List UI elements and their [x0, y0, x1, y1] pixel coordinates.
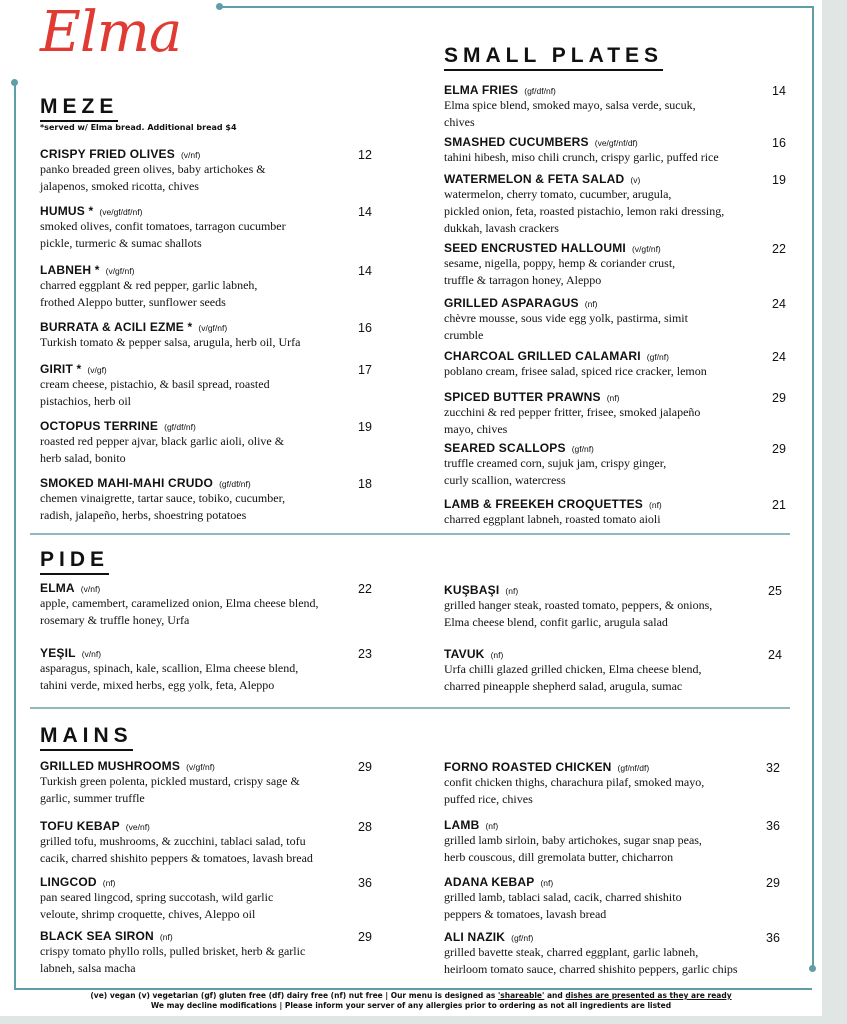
item-dietary-tags: (gf/df/nf) — [524, 86, 556, 96]
item-dietary-tags: (gf/nf) — [511, 933, 534, 943]
item-price: 22 — [772, 242, 786, 256]
menu-item — [40, 819, 313, 867]
item-price: 16 — [772, 136, 786, 150]
frame-right-line — [812, 6, 814, 968]
menu-item — [40, 263, 257, 311]
item-dietary-tags: (nf) — [102, 878, 116, 888]
elma-logo: Elma — [40, 0, 182, 65]
item-description-line: apple, camembert, caramelized onion, Elma cheese blend, — [40, 596, 319, 610]
item-price: 21 — [772, 498, 786, 512]
item-dietary-tags: (v/gf/nf) — [198, 323, 228, 333]
divider-2 — [30, 707, 790, 709]
item-name-row — [444, 583, 712, 597]
item-description — [40, 943, 305, 977]
item-description — [40, 161, 266, 195]
item-name: OCTOPUS TERRINE — [40, 419, 159, 433]
small-plates-title: SMALL PLATES — [444, 44, 663, 71]
item-price: 16 — [358, 321, 372, 335]
item-name: BLACK SEA SIRON — [40, 929, 154, 943]
item-description-line: grilled lamb sirloin, baby artichokes, sugar snap peas, — [444, 833, 702, 847]
meze-note: *served w/ Elma bread. Additional bread $4 — [40, 123, 237, 132]
item-name-row — [444, 930, 738, 944]
item-description-line: dukkah, lavash crackers — [444, 221, 559, 235]
item-description — [40, 376, 270, 410]
item-name-row — [444, 760, 704, 774]
item-description — [444, 511, 662, 528]
item-name: ALI NAZIK — [444, 930, 506, 944]
item-description — [444, 404, 700, 438]
menu-item — [40, 147, 266, 195]
item-name: ELMA FRIES — [444, 83, 519, 97]
item-name: GRILLED ASPARAGUS — [444, 296, 579, 310]
item-name-row — [40, 320, 301, 334]
item-name: HUMUS * — [40, 204, 94, 218]
item-description — [444, 774, 704, 808]
item-dietary-tags: (nf) — [606, 393, 620, 403]
item-description — [40, 595, 319, 629]
item-price: 17 — [358, 363, 372, 377]
divider-1 — [30, 533, 790, 535]
frame-bottom-line — [14, 988, 812, 990]
item-name: KUŞBAŞI — [444, 583, 500, 597]
item-name-row — [444, 296, 688, 310]
menu-item — [40, 929, 305, 977]
item-description-line: Urfa chilli glazed grilled chicken, Elma cheese blend, — [444, 662, 702, 676]
item-description-line: chemen vinaigrette, tartar sauce, tobiko, cucumber, — [40, 491, 286, 505]
item-description — [444, 97, 696, 131]
menu-item — [444, 390, 700, 438]
menu-item — [444, 241, 675, 289]
item-name-row — [444, 83, 696, 97]
item-name: YEŞIL — [40, 646, 76, 660]
item-name: SEARED SCALLOPS — [444, 441, 566, 455]
item-description — [40, 773, 300, 807]
item-name-row — [40, 263, 257, 277]
item-name-row — [40, 646, 298, 660]
item-name: FORNO ROASTED CHICKEN — [444, 760, 612, 774]
item-name-row — [40, 819, 313, 833]
item-name-row — [40, 147, 266, 161]
item-description-line: veloute, shrimp croquette, chives, Aleppo oil — [40, 907, 256, 921]
item-price: 29 — [772, 391, 786, 405]
item-name-row — [40, 204, 286, 218]
item-dietary-tags: (gf/nf) — [646, 352, 669, 362]
item-description-line: cacik, charred shishito peppers & tomatoes, lavash bread — [40, 851, 313, 865]
item-name-row — [444, 818, 702, 832]
item-description — [444, 363, 707, 380]
item-dietary-tags: (v/gf/nf) — [186, 762, 215, 772]
item-price: 29 — [358, 930, 372, 944]
item-description-line: grilled hanger steak, roasted tomato, peppers, & onions, — [444, 598, 713, 612]
meze-title: MEZE — [40, 95, 118, 122]
item-dietary-tags: (v/gf/nf) — [631, 244, 661, 254]
item-description — [444, 310, 688, 344]
item-name: LINGCOD — [40, 875, 97, 889]
item-description — [444, 455, 666, 489]
item-description-line: rosemary & truffle honey, Urfa — [40, 613, 190, 627]
footer — [0, 991, 822, 1011]
item-name: ADANA KEBAP — [444, 875, 535, 889]
item-dietary-tags: (ve/gf/df/nf) — [99, 207, 143, 217]
menu-item — [444, 930, 738, 978]
item-description-line: Turkish green polenta, pickled mustard, crispy sage & — [40, 774, 300, 788]
menu-item — [444, 497, 662, 528]
item-description-line: grilled tofu, mushrooms, & zucchini, tablaci salad, tofu — [40, 834, 306, 848]
item-price: 29 — [358, 760, 372, 774]
item-description — [40, 889, 273, 923]
item-description-line: crumble — [444, 328, 484, 342]
item-price: 19 — [772, 173, 786, 187]
item-price: 36 — [766, 931, 780, 945]
item-dietary-tags: (nf) — [540, 878, 554, 888]
item-name-row — [40, 476, 285, 490]
menu-item — [40, 204, 286, 252]
item-price: 22 — [358, 582, 372, 596]
item-name-row — [444, 135, 719, 149]
frame-dot-top — [216, 3, 223, 10]
item-name: WATERMELON & FETA SALAD — [444, 172, 625, 186]
item-name: LAMB & FREEKEH CROQUETTES — [444, 497, 644, 511]
item-name: BURRATA & ACILI EZME * — [40, 320, 193, 334]
footer-line-2: We may decline modifications | Please inform your server of any allergies prior to ordering as not all ingredients are listed — [150, 1001, 672, 1010]
item-description — [40, 334, 301, 351]
item-name-row — [40, 362, 270, 376]
menu-item — [40, 476, 285, 524]
menu-item — [40, 646, 298, 694]
item-description-line: poblano cream, frisee salad, spiced rice cracker, lemon — [444, 364, 707, 378]
item-name: CHARCOAL GRILLED CALAMARI — [444, 349, 641, 363]
item-price: 19 — [358, 420, 372, 434]
item-dietary-tags: (ve/nf) — [125, 822, 150, 832]
item-name: TOFU KEBAP — [40, 819, 120, 833]
item-description-line: cream cheese, pistachio, & basil spread, roasted — [40, 377, 270, 391]
item-description-line: curly scallion, watercress — [444, 473, 566, 487]
item-description-line: chèvre mousse, sous vide egg yolk, pastirma, simit — [444, 311, 688, 325]
item-description-line: garlic, summer truffle — [40, 791, 145, 805]
item-description-line: truffle creamed corn, sujuk jam, crispy ginger, — [444, 456, 667, 470]
item-dietary-tags: (gf/nf/df) — [617, 763, 650, 773]
item-description-line: smoked olives, confit tomatoes, tarragon cucumber — [40, 219, 286, 233]
mains-title: MAINS — [40, 724, 133, 751]
item-name: SMOKED MAHI-MAHI CRUDO — [40, 476, 214, 490]
menu-item — [444, 135, 719, 166]
menu-item — [40, 759, 300, 807]
menu-item — [444, 647, 702, 695]
menu-item — [444, 296, 688, 344]
item-description — [444, 889, 682, 923]
item-name-row — [444, 390, 700, 404]
item-price: 25 — [768, 584, 782, 598]
pide-title: PIDE — [40, 548, 109, 575]
frame-dot-left — [11, 79, 18, 86]
item-name-row — [40, 581, 319, 595]
item-name-row — [444, 349, 707, 363]
item-price: 24 — [772, 297, 786, 311]
item-name: TAVUK — [444, 647, 485, 661]
item-description — [444, 944, 738, 978]
item-name: LABNEH * — [40, 263, 100, 277]
item-price: 29 — [772, 442, 786, 456]
item-name-row — [444, 647, 702, 661]
item-description-line: crispy tomato phyllo rolls, pulled brisket, herb & garlic — [40, 944, 306, 958]
item-dietary-tags: (gf/df/nf) — [164, 422, 196, 432]
item-description-line: heirloom tomato sauce, charred shishito peppers, garlic chips — [444, 962, 738, 976]
item-description — [444, 832, 702, 866]
menu-item — [444, 172, 724, 237]
item-name-row — [444, 172, 724, 186]
menu-item — [444, 349, 707, 380]
item-dietary-tags: (nf) — [505, 586, 519, 596]
item-description-line: puffed rice, chives — [444, 792, 533, 806]
item-description-line: pan seared lingcod, spring succotash, wild garlic — [40, 890, 274, 904]
frame-dot-right — [809, 965, 816, 972]
item-price: 14 — [358, 264, 372, 278]
menu-item — [444, 875, 682, 923]
item-description-line: confit chicken thighs, charachura pilaf, smoked mayo, — [444, 775, 705, 789]
item-dietary-tags: (gf/df/nf) — [219, 479, 251, 489]
item-dietary-tags: (v/gf/nf) — [105, 266, 135, 276]
item-name-row — [40, 929, 305, 943]
item-price: 24 — [772, 350, 786, 364]
item-description — [40, 433, 284, 467]
item-description-line: tahini hibesh, miso chili crunch, crispy garlic, puffed rice — [444, 150, 719, 164]
item-name-row — [40, 759, 300, 773]
item-description-line: truffle & tarragon honey, Aleppo — [444, 273, 602, 287]
item-price: 32 — [766, 761, 780, 775]
item-dietary-tags: (nf) — [159, 932, 173, 942]
item-description-line: frothed Aleppo butter, sunflower seeds — [40, 295, 226, 309]
item-price: 29 — [766, 876, 780, 890]
item-description-line: zucchini & red pepper fritter, frisee, smoked jalapeño — [444, 405, 701, 419]
item-price: 12 — [358, 148, 372, 162]
item-description-line: radish, jalapeño, herbs, shoestring potatoes — [40, 508, 247, 522]
item-description-line: charred eggplant labneh, roasted tomato aioli — [444, 512, 661, 526]
item-description-line: panko breaded green olives, baby artichokes & — [40, 162, 266, 176]
item-name: SPICED BUTTER PRAWNS — [444, 390, 601, 404]
item-description-line: Turkish tomato & pepper salsa, arugula, herb oil, Urfa — [40, 335, 301, 349]
item-description — [444, 186, 724, 237]
item-description — [40, 833, 313, 867]
item-description-line: charred eggplant & red pepper, garlic labneh, — [40, 278, 258, 292]
item-name-row — [444, 441, 666, 455]
item-description-line: pistachios, herb oil — [40, 394, 131, 408]
menu-item — [444, 83, 696, 131]
item-description — [444, 597, 712, 631]
item-description — [40, 490, 285, 524]
item-description-line: herb couscous, dill gremolata butter, chicharron — [444, 850, 674, 864]
item-dietary-tags: (v/nf) — [180, 150, 201, 160]
menu-item — [40, 419, 284, 467]
item-name-row — [40, 875, 273, 889]
item-price: 28 — [358, 820, 372, 834]
item-description — [40, 218, 286, 252]
menu-item — [444, 760, 704, 808]
menu-item — [444, 441, 666, 489]
item-name: GRILLED MUSHROOMS — [40, 759, 181, 773]
item-price: 36 — [358, 876, 372, 890]
footer-line-1: (ve) vegan (v) vegetarian (gf) gluten free (df) dairy free (nf) nut free | Our menu is designed as 'shareable' and dishes are presented as they are ready — [90, 991, 732, 1000]
item-description — [40, 277, 257, 311]
item-description — [444, 661, 702, 695]
item-name-row — [444, 497, 662, 511]
item-name-row — [444, 875, 682, 889]
item-price: 24 — [768, 648, 782, 662]
item-name: SEED ENCRUSTED HALLOUMI — [444, 241, 626, 255]
item-name-row — [40, 419, 284, 433]
menu-item — [444, 818, 702, 866]
item-name: CRISPY FRIED OLIVES — [40, 147, 175, 161]
item-name: ELMA — [40, 581, 75, 595]
item-description-line: jalapenos, smoked ricotta, chives — [40, 179, 199, 193]
item-description — [444, 149, 719, 166]
item-description-line: sesame, nigella, poppy, hemp & coriander crust, — [444, 256, 676, 270]
item-dietary-tags: (nf) — [584, 299, 598, 309]
item-description-line: labneh, salsa macha — [40, 961, 136, 975]
menu-item — [444, 583, 712, 631]
menu-item — [40, 362, 270, 410]
item-description-line: grilled bavette steak, charred eggplant, garlic labneh, — [444, 945, 699, 959]
item-description — [40, 660, 298, 694]
item-dietary-tags: (v/nf) — [81, 649, 102, 659]
item-name: GIRIT * — [40, 362, 82, 376]
item-price: 36 — [766, 819, 780, 833]
item-dietary-tags: (v/gf) — [87, 365, 107, 375]
menu-item — [40, 320, 301, 351]
item-description-line: watermelon, cherry tomato, cucumber, arugula, — [444, 187, 672, 201]
item-dietary-tags: (v) — [630, 175, 641, 185]
item-description-line: pickle, turmeric & sumac shallots — [40, 236, 202, 250]
item-description — [444, 255, 675, 289]
item-dietary-tags: (gf/nf) — [571, 444, 594, 454]
item-description-line: roasted red pepper ajvar, black garlic aioli, olive & — [40, 434, 285, 448]
item-dietary-tags: (ve/gf/nf/df) — [594, 138, 638, 148]
item-dietary-tags: (v/nf) — [80, 584, 101, 594]
item-description-line: herb salad, bonito — [40, 451, 126, 465]
item-price: 14 — [358, 205, 372, 219]
item-price: 18 — [358, 477, 372, 491]
item-price: 23 — [358, 647, 372, 661]
menu-item — [40, 581, 319, 629]
item-description-line: chives — [444, 115, 475, 129]
item-description-line: grilled lamb, tablaci salad, cacik, charred shishito — [444, 890, 682, 904]
menu-item — [40, 875, 273, 923]
item-name-row — [444, 241, 675, 255]
frame-top-line — [220, 6, 812, 8]
item-dietary-tags: (nf) — [649, 500, 662, 510]
item-description-line: pickled onion, feta, roasted pistachio, lemon raki dressing, — [444, 204, 725, 218]
item-description-line: peppers & tomatoes, lavash bread — [444, 907, 607, 921]
item-description-line: tahini verde, mixed herbs, egg yolk, feta, Aleppo — [40, 678, 275, 692]
item-name: SMASHED CUCUMBERS — [444, 135, 589, 149]
item-name: LAMB — [444, 818, 480, 832]
item-description-line: Elma cheese blend, confit garlic, arugula salad — [444, 615, 668, 629]
frame-left-line — [14, 82, 16, 988]
item-description-line: asparagus, spinach, kale, scallion, Elma cheese blend, — [40, 661, 299, 675]
item-dietary-tags: (nf) — [485, 821, 499, 831]
item-description-line: mayo, chives — [444, 422, 508, 436]
item-dietary-tags: (nf) — [490, 650, 504, 660]
item-description-line: charred pineapple shepherd salad, arugula, sumac — [444, 679, 683, 693]
item-price: 14 — [772, 84, 786, 98]
item-description-line: Elma spice blend, smoked mayo, salsa verde, sucuk, — [444, 98, 696, 112]
